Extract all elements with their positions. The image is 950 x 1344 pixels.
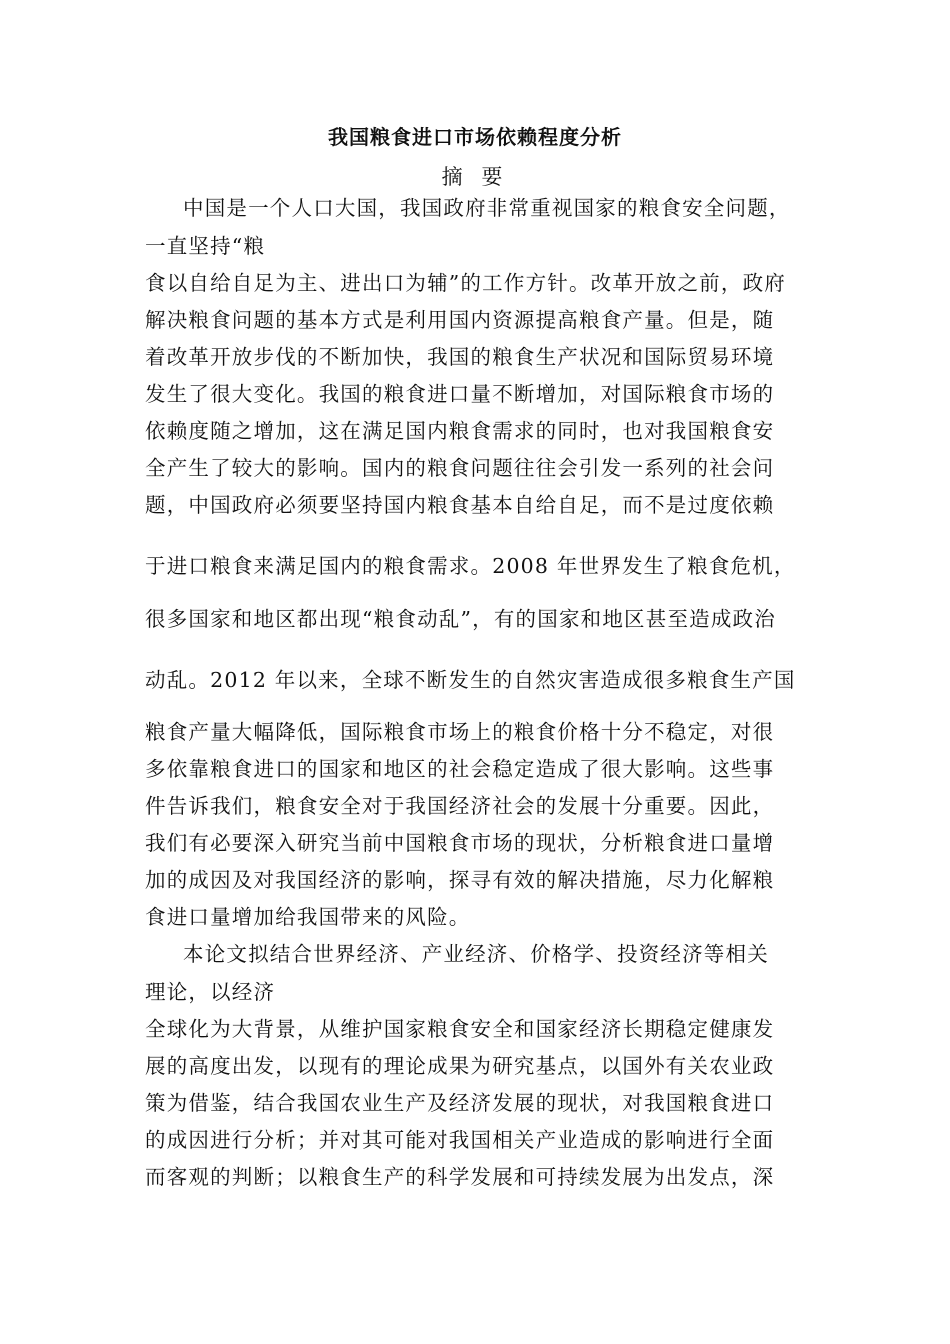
body-line: 题，中国政府必须要坚持国内粮食基本自给自足，而不是过度依赖	[145, 493, 775, 517]
body-line: 发生了很大变化。我国的粮食进口量不断增加，对国际粮食市场的	[145, 382, 775, 406]
abstract-heading: 摘 要	[441, 165, 509, 189]
body-line: 理论，以经济	[145, 980, 276, 1004]
body-line: 一直坚持“粮	[145, 234, 266, 258]
body-line: 本论文拟结合世界经济、产业经济、价格学、投资经济等相关	[183, 942, 769, 966]
body-line: 于进口粮食来满足国内的粮食需求。2008 年世界发生了粮食危机，	[145, 554, 796, 578]
body-line: 粮食产量大幅降低，国际粮食市场上的粮食价格十分不稳定，对很	[145, 720, 775, 744]
body-line: 全产生了较大的影响。国内的粮食问题往往会引发一系列的社会问	[145, 456, 775, 480]
body-line: 着改革开放步伐的不断加快，我国的粮食生产状况和国际贸易环境	[145, 345, 775, 369]
body-line: 策为借鉴，结合我国农业生产及经济发展的现状，对我国粮食进口	[145, 1091, 775, 1115]
document-title: 我国粮食进口市场依赖程度分析	[328, 125, 622, 149]
body-line: 食进口量增加给我国带来的风险。	[145, 905, 471, 929]
body-line: 多依靠粮食进口的国家和地区的社会稳定造成了很大影响。这些事	[145, 757, 775, 781]
body-line: 很多国家和地区都出现“粮食动乱”，有的国家和地区甚至造成政治	[145, 607, 776, 631]
body-line: 加的成因及对我国经济的影响，探寻有效的解决措施，尽力化解粮	[145, 868, 775, 892]
body-line: 食以自给自足为主、进出口为辅”的工作方针。改革开放之前，政府	[145, 271, 786, 295]
body-line: 依赖度随之增加，这在满足国内粮食需求的同时，也对我国粮食安	[145, 419, 775, 443]
body-line: 的成因进行分析；并对其可能对我国相关产业造成的影响进行全面	[145, 1128, 775, 1152]
body-line: 件告诉我们，粮食安全对于我国经济社会的发展十分重要。因此，	[145, 794, 775, 818]
body-line: 中国是一个人口大国，我国政府非常重视国家的粮食安全问题，	[183, 196, 791, 220]
body-line: 全球化为大背景，从维护国家粮食安全和国家经济长期稳定健康发	[145, 1017, 775, 1041]
body-line: 而客观的判断；以粮食生产的科学发展和可持续发展为出发点，深	[145, 1165, 775, 1189]
body-line: 动乱。2012 年以来，全球不断发生的自然灾害造成很多粮食生产国	[145, 668, 796, 692]
body-line: 展的高度出发，以现有的理论成果为研究基点，以国外有关农业政	[145, 1054, 775, 1078]
body-line: 我们有必要深入研究当前中国粮食市场的现状，分析粮食进口量增	[145, 831, 775, 855]
body-line: 解决粮食问题的基本方式是利用国内资源提高粮食产量。但是，随	[145, 308, 775, 332]
